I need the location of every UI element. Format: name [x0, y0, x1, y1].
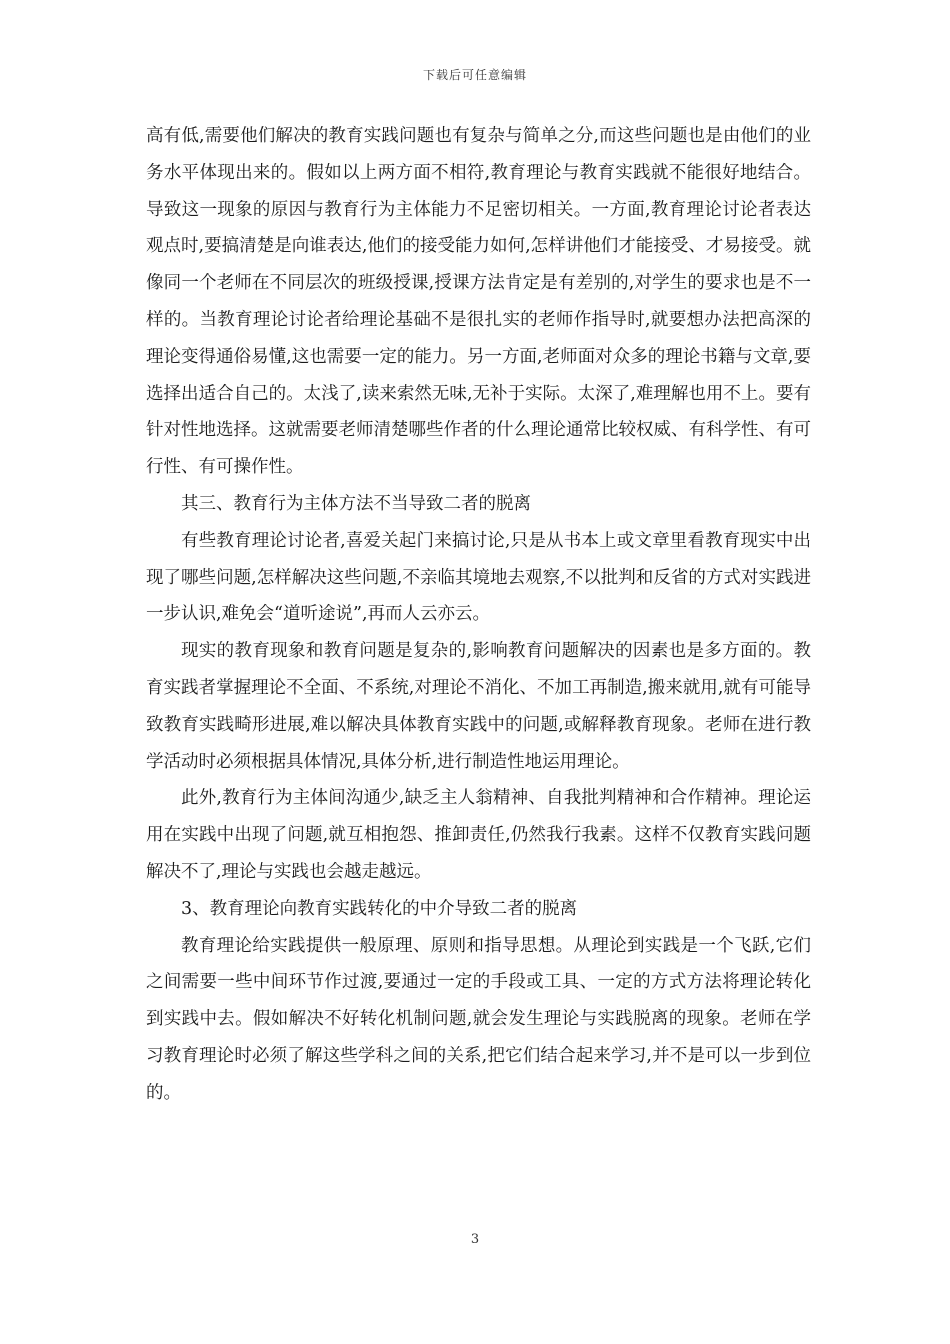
- paragraph-researchers: 有些教育理论讨论者,喜爱关起门来搞讨论,只是从书本上或文章里看教育现实中出现了哪些问题,怎样解决这些问题,不亲临其境地去观察,不以批判和反省的方式对实践进一步认识,难免会“道听途说”,再而人云亦云。: [146, 530, 811, 625]
- page-header: 下载后可任意编辑: [422, 68, 527, 82]
- page-number: 3: [470, 1232, 480, 1247]
- document-body: [146, 118, 811, 1112]
- paragraph-complex-reality: 现实的教育现象和教育问题是复杂的,影响教育问题解决的因素也是多方面的。教育实践者掌握理论不全面、不系统,对理论不消化、不加工再制造,搬来就用,就有可能导致教育实践畸形进展,难以解决具体教育实践中的问题,或解释教育现象。老师在进行教学活动时必须根据具体情况,具体分析,进行制造性地运用理论。: [146, 641, 811, 772]
- paragraph-communication: 此外,教育行为主体间沟通少,缺乏主人翁精神、自我批判精神和合作精神。理论运用在实践中出现了问题,就互相抱怨、推卸责任,仍然我行我素。这样不仅教育实践问题解决不了,理论与实践也会越走越远。: [146, 788, 811, 882]
- section-heading-mediation: 3、教育理论向教育实践转化的中介导致二者的脱离: [181, 898, 578, 919]
- paragraph-continuation: 高有低,需要他们解决的教育实践问题也有复杂与简单之分,而这些问题也是由他们的业务水平体现出来的。假如以上两方面不相符,教育理论与教育实践就不能很好地结合。导致这一现象的原因与教育行为主体能力不足密切相关。一方面,教育理论讨论者表达观点时,要搞清楚是向谁表达,他们的接受能力如何,怎样讲他们才能接受、才易接受。就像同一个老师在不同层次的班级授课,授课方法肯定是有差别的,对学生的要求也是不一样的。当教育理论讨论者给理论基础不是很扎实的老师作指导时,就要想办法把高深的理论变得通俗易懂,这也需要一定的能力。另一方面,老师面对众多的理论书籍与文章,要选择出适合自己的。太浅了,读来索然无味,无补于实际。太深了,难理解也用不上。要有针对性地选择。这就需要老师清楚哪些作者的什么理论通常比较权威、有科学性、有可行性、有可操作性。: [146, 126, 811, 478]
- paragraph-transformation: 教育理论给实践提供一般原理、原则和指导思想。从理论到实践是一个飞跃,它们之间需要一些中间环节作过渡,要通过一定的手段或工具、一定的方式方法将理论转化到实践中去。假如解决不好转化机制问题,就会发生理论与实践脱离的现象。老师在学习教育理论时必须了解这些学科之间的关系,把它们结合起来学习,并不是可以一步到位的。: [146, 935, 811, 1103]
- section-heading-method: 其三、教育行为主体方法不当导致二者的脱离: [181, 493, 531, 514]
